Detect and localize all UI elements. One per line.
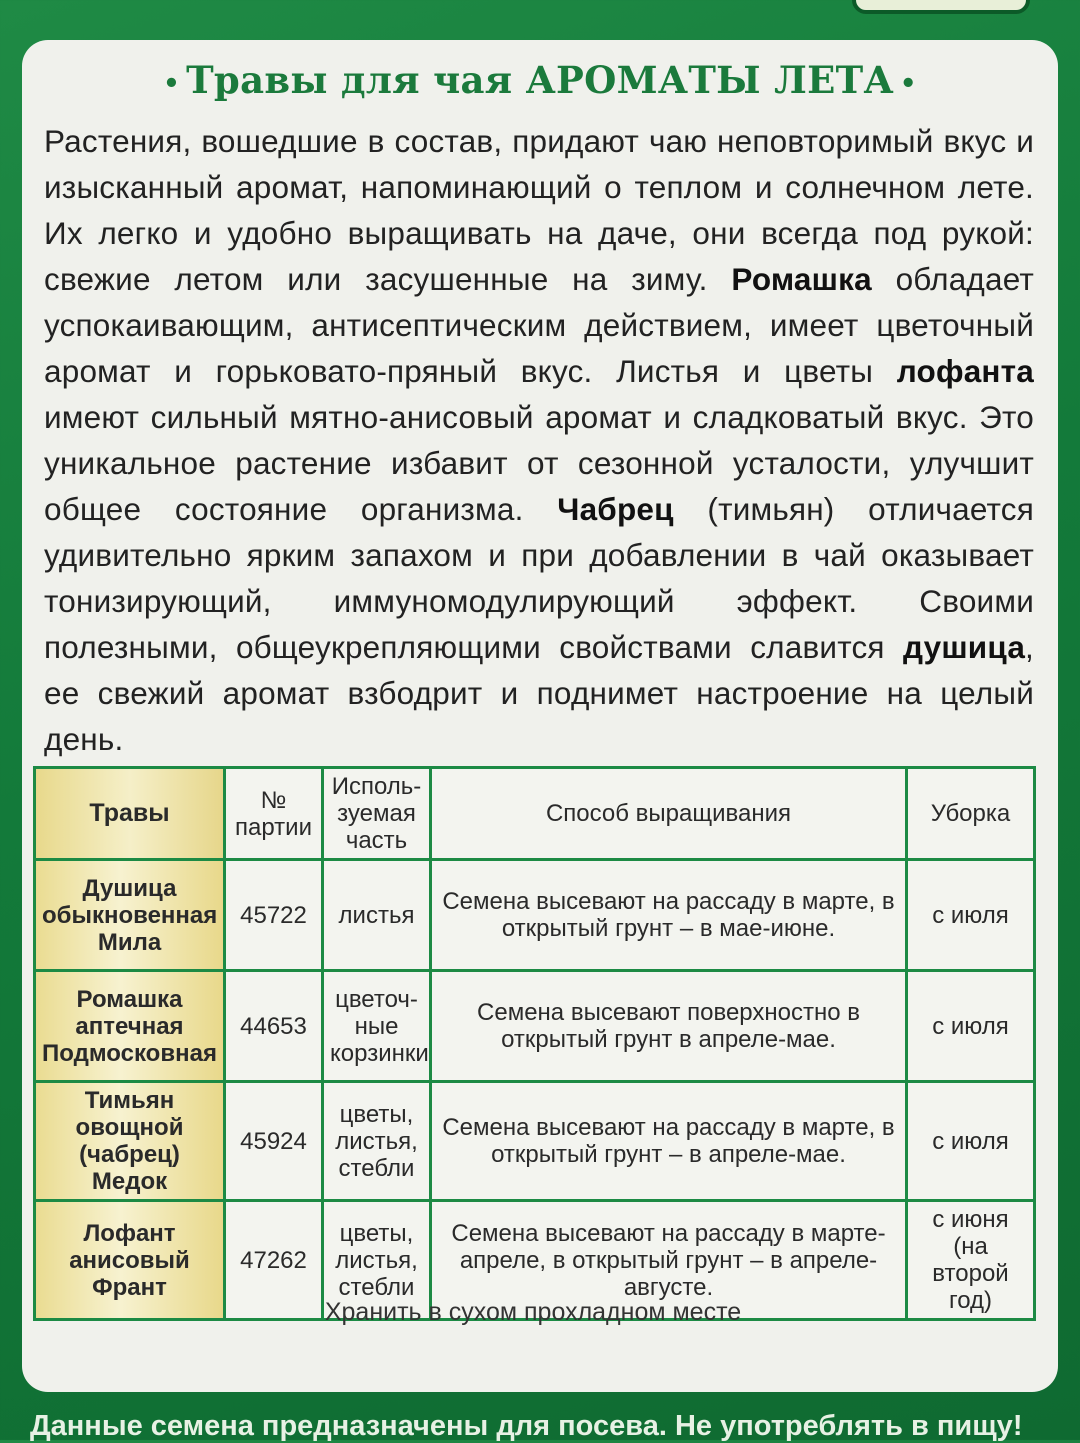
keyword-lophant: лофанта [896,353,1034,389]
footer-warning: Данные семена предназначены для посева. Не употреблять в пищу! [30,1410,1023,1442]
header-method: Способ выращивания [431,768,907,860]
batch-number: 44653 [225,971,323,1082]
description-part-5: , ее свежий аромат взбодрит и поднимет настроение на целый день. [44,629,1034,757]
title-bullet-left: • [163,68,181,99]
description-part-4: (тимьян) отличается удивительно ярким запахом и при добавлении в чай оказывает тонизирующий, иммуномодулирующий эффект. Своими полезными, общеукрепляющими свойствами славится [44,491,1034,665]
harvest-time: с июля [907,971,1035,1082]
herb-name: Лофант анисовый Франт [35,1201,225,1320]
herb-name: Ромашка аптечная Подмосковная [35,971,225,1082]
description-part-2: обладает успокаивающим, антисептическим действием, имеет цветочный аромат и горьковато-пряный вкус. Листья и цветы [44,261,1035,389]
table-row [35,971,1035,1082]
description-part-1: Растения, вошедшие в состав, придают чаю неповторимый вкус и изысканный аромат, напоминающий о теплом и солнечном лете. Их легко и удобно выращивать на даче, они всегда под рукой: свежие летом или засушенные на зиму. [44,123,1034,297]
keyword-thyme: Чабрец [557,491,674,527]
used-part: листья [323,860,431,971]
herbs-table-container [33,766,1033,1321]
batch-number: 45924 [225,1082,323,1201]
table-header-row [35,768,1035,860]
growing-method: Семена высевают поверхностно в открытый грунт в апреле-мае. [431,971,907,1082]
header-batch: № партии [225,768,323,860]
harvest-time: с июля [907,1082,1035,1201]
herb-name: Тимьян овощной (чабрец) Медок [35,1082,225,1201]
header-part: Исполь-зуемая часть [323,768,431,860]
description-paragraph [44,118,1034,762]
harvest-time: с июня (на второй год) [907,1201,1035,1320]
header-herbs: Травы [35,768,225,860]
used-part: цветы, листья, стебли [323,1082,431,1201]
page-title [0,58,1080,102]
title-text: Травы для чая АРОМАТЫ ЛЕТА [186,58,894,102]
used-part: цветы, листья, стебли [323,1201,431,1320]
title-bullet-right: • [899,68,917,99]
table-row [35,860,1035,971]
herbs-table [33,766,1036,1321]
growing-method: Семена высевают на рассаду в марте, в открытый грунт – в апреле-мае. [431,1082,907,1201]
growing-method: Семена высевают на рассаду в марте-апреле, в открытый грунт – в апреле-августе. [431,1201,907,1320]
herb-name: Душица обыкновенная Мила [35,860,225,971]
description-part-3: имеют сильный мятно-анисовый аромат и сладковатый вкус. Это уникальное растение избавит от сезонной усталости, улучшит общее состояние организма. [44,399,1034,527]
keyword-oregano: душица [903,629,1026,665]
storage-note: Хранить в сухом прохладном месте [324,1298,742,1326]
top-label-tab [852,0,1030,14]
harvest-time: с июля [907,860,1035,971]
batch-number: 45722 [225,860,323,971]
header-harvest: Уборка [907,768,1035,860]
growing-method: Семена высевают на рассаду в марте, в открытый грунт – в мае-июне. [431,860,907,971]
batch-number: 47262 [225,1201,323,1320]
keyword-chamomile: Ромашка [731,261,872,297]
table-row [35,1082,1035,1201]
used-part: цветоч-ные корзинки [323,971,431,1082]
